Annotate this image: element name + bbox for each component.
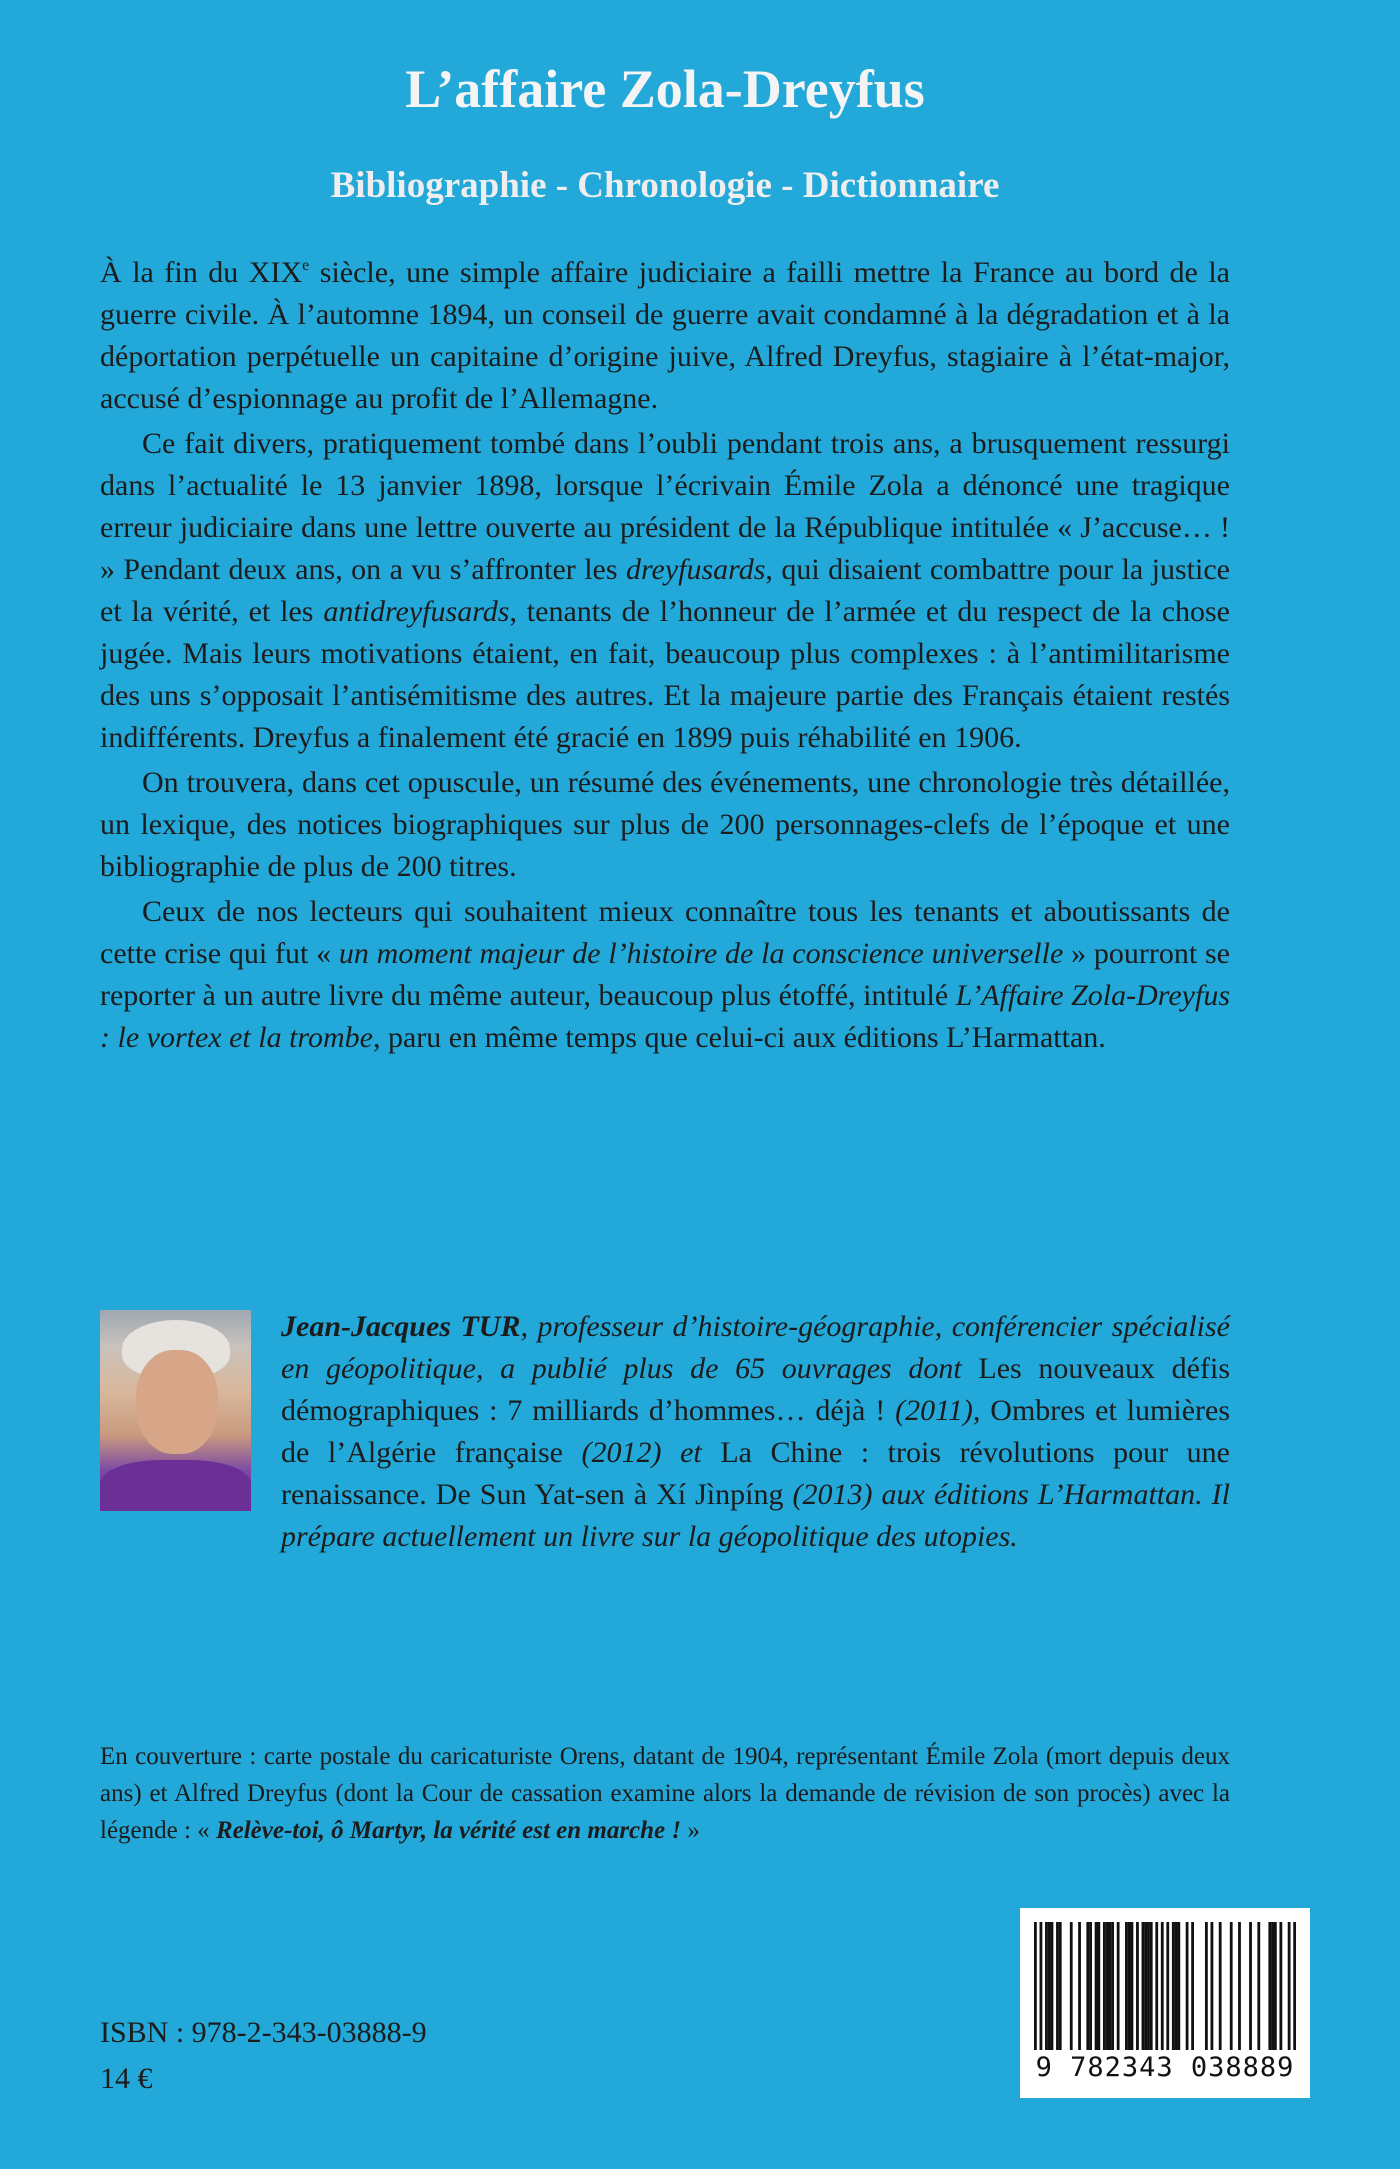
- author-photo: [100, 1310, 251, 1511]
- bio-text: (2013) aux éditions L’Harmattan. Il prépare actuellement un livre sur la géopolitique des utopies.: [281, 1478, 1230, 1553]
- barcode-bar: [1142, 1922, 1145, 2050]
- barcode-bar: [1288, 1922, 1291, 2050]
- barcode-bar: [1034, 1922, 1037, 2050]
- barcode-bar: [1271, 1922, 1274, 2050]
- barcode-bar: [1128, 1922, 1131, 2050]
- barcode-bar: [1205, 1922, 1208, 2050]
- caption-text: En couverture : carte postale du caricaturiste Orens, datant de 1904, représentant Émile Zola (mort depuis deux ans) et Alfred Dreyfus (dont la Cour de cassation examine alors la demande de révision de son procès) avec la légende : «: [100, 1743, 1230, 1844]
- barcode-bar: [1186, 1922, 1189, 2050]
- barcode-bar: [1136, 1922, 1139, 2050]
- barcode-bar: [1147, 1922, 1150, 2050]
- back-cover-blurb: [100, 252, 1230, 1062]
- barcode-bar: [1056, 1922, 1059, 2050]
- barcode-bar: [1117, 1922, 1120, 2050]
- barcode-bar: [1131, 1922, 1134, 2050]
- blurb-text: » pourront se reporter à un autre livre du même auteur, beaucoup plus étoffé, intitulé: [100, 937, 1230, 1012]
- bio-book-title: La Chine : trois révolutions pour une renaissance. De Sun Yat-sen à Xí Jìnpíng: [281, 1436, 1230, 1511]
- barcode-number: 9 782343 038889: [1035, 2052, 1295, 2083]
- barcode-bar: [1211, 1922, 1214, 2050]
- barcode-bar: [1175, 1922, 1178, 2050]
- bio-text: , professeur d’histoire-géographie, conférencier spécialisé en géopolitique, a publié plus de 65 ouvrages dont: [281, 1310, 1230, 1385]
- barcode-bar: [1279, 1922, 1282, 2050]
- barcode-bar: [1172, 1922, 1175, 2050]
- caption-text: »: [681, 1817, 700, 1844]
- cover-caption: [100, 1738, 1230, 1849]
- barcode-bar: [1150, 1922, 1153, 2050]
- blurb-paragraph-3: On trouvera, dans cet opuscule, un résumé des événements, une chronologie très détaillée, un lexique, des notices biographiques sur plus de 200 personnages-clefs de l’époque et une bibliographie de plus de 200 titres.: [100, 766, 1230, 883]
- barcode-bar: [1161, 1922, 1164, 2050]
- blurb-text: siècle, une simple affaire judiciaire a failli mettre la France au bord de la guerre civile. À l’automne 1894, un conseil de guerre avait condamné à la dégradation et à la déportation perpétuelle un capitaine d’origine juive, Alfred Dreyfus, stagiaire à l’état-major, accusé d’espionnage au profit de l’Allemagne.: [100, 256, 1230, 415]
- author-bio: [100, 1306, 1230, 1558]
- barcode-bar: [1103, 1922, 1106, 2050]
- blurb-paragraph-4: [100, 891, 1230, 1059]
- century-superscript: e: [302, 257, 310, 274]
- barcode-bar: [1144, 1922, 1147, 2050]
- barcode-bar: [1108, 1922, 1111, 2050]
- bio-book-title: Ombres et lumières de l’Algérie française: [281, 1394, 1230, 1469]
- barcode-bar: [1111, 1922, 1114, 2050]
- barcode-bar: [1219, 1922, 1222, 2050]
- barcode-bar: [1070, 1922, 1073, 2050]
- barcode-bar: [1040, 1922, 1043, 2050]
- blurb-text: , qui disaient combattre pour la justice et la vérité, et les: [100, 553, 1230, 628]
- blurb-text: Ceux de nos lecteurs qui souhaitent mieux connaître tous les tenants et aboutissants de cette crise qui fut «: [100, 895, 1230, 970]
- barcode-bar: [1191, 1922, 1194, 2050]
- blurb-text: Ce fait divers, pratiquement tombé dans l’oubli pendant trois ans, a brusquement ressurgi dans l’actualité le 13 janvier 1898, lorsque l’écrivain Émile Zola a dénoncé une tragique erreur judiciaire dans une lettre ouverte au président de la République intitulée « J’accuse… ! » Pendant deux ans, on a vu s’affronter les: [100, 427, 1230, 586]
- book-subtitle: Bibliographie - Chronologie - Dictionnaire: [330, 165, 1000, 206]
- blurb-paragraph-2: [100, 423, 1230, 759]
- barcode-bar: [1274, 1922, 1277, 2050]
- barcode-bar: [1125, 1922, 1128, 2050]
- barcode-bar: [1249, 1922, 1252, 2050]
- blurb-italic: antidreyfusards: [323, 595, 510, 628]
- barcode-bar: [1078, 1922, 1081, 2050]
- isbn: ISBN : 978-2-343-03888-9: [100, 2016, 427, 2049]
- barcode-bar: [1230, 1922, 1233, 2050]
- barcode-bar: [1059, 1922, 1062, 2050]
- book-title: L’affaire Zola-Dreyfus: [405, 59, 925, 119]
- barcode-bar: [1293, 1922, 1296, 2050]
- blurb-italic: un moment majeur de l’histoire de la conscience universelle: [338, 937, 1064, 970]
- price: 14 €: [100, 2062, 153, 2095]
- barcode-bar: [1106, 1922, 1109, 2050]
- barcode-bar: [1086, 1922, 1089, 2050]
- barcode-bar: [1097, 1922, 1100, 2050]
- barcode-bar: [1268, 1922, 1271, 2050]
- barcode-bar: [1238, 1922, 1241, 2050]
- barcode-bars: [1034, 1922, 1296, 2050]
- bio-text: (2012) et: [562, 1436, 721, 1469]
- barcode-bar: [1095, 1922, 1098, 2050]
- barcode-bar: [1089, 1922, 1092, 2050]
- bio-book-title: Les nouveaux défis démographiques : 7 milliards d’hommes… déjà !: [281, 1352, 1230, 1427]
- barcode-bar: [1166, 1922, 1169, 2050]
- author-name: Jean-Jacques TUR: [281, 1310, 521, 1343]
- blurb-text: À la fin du XIX: [100, 256, 303, 289]
- blurb-text: , tenants de l’honneur de l’armée et du respect de la chose jugée. Mais leurs motivations étaient, en fait, beaucoup plus complexes : à l’antimilitarisme des uns s’opposait l’antisémitisme des autres. Et la majeure partie des Français étaient restés indifférents. Dreyfus a finalement été gracié en 1899 puis réhabilité en 1906.: [100, 595, 1230, 754]
- barcode-bar: [1045, 1922, 1048, 2050]
- barcode-bar: [1155, 1922, 1158, 2050]
- barcode: [1020, 1908, 1310, 2098]
- bio-text: (2011),: [885, 1394, 991, 1427]
- blurb-italic: dreyfusards: [625, 553, 766, 586]
- barcode-bar: [1048, 1922, 1051, 2050]
- barcode-bar: [1257, 1922, 1260, 2050]
- barcode-bar: [1177, 1922, 1180, 2050]
- blurb-paragraph-1: [100, 252, 1230, 420]
- blurb-italic: L’Affaire Zola-Dreyfus : le vortex et la trombe: [100, 979, 1230, 1054]
- barcode-bar: [1051, 1922, 1054, 2050]
- caption-quote: Relève-toi, ô Martyr, la vérité est en marche !: [215, 1817, 682, 1844]
- blurb-text: , paru en même temps que celui-ci aux éditions L’Harmattan.: [372, 1021, 1106, 1054]
